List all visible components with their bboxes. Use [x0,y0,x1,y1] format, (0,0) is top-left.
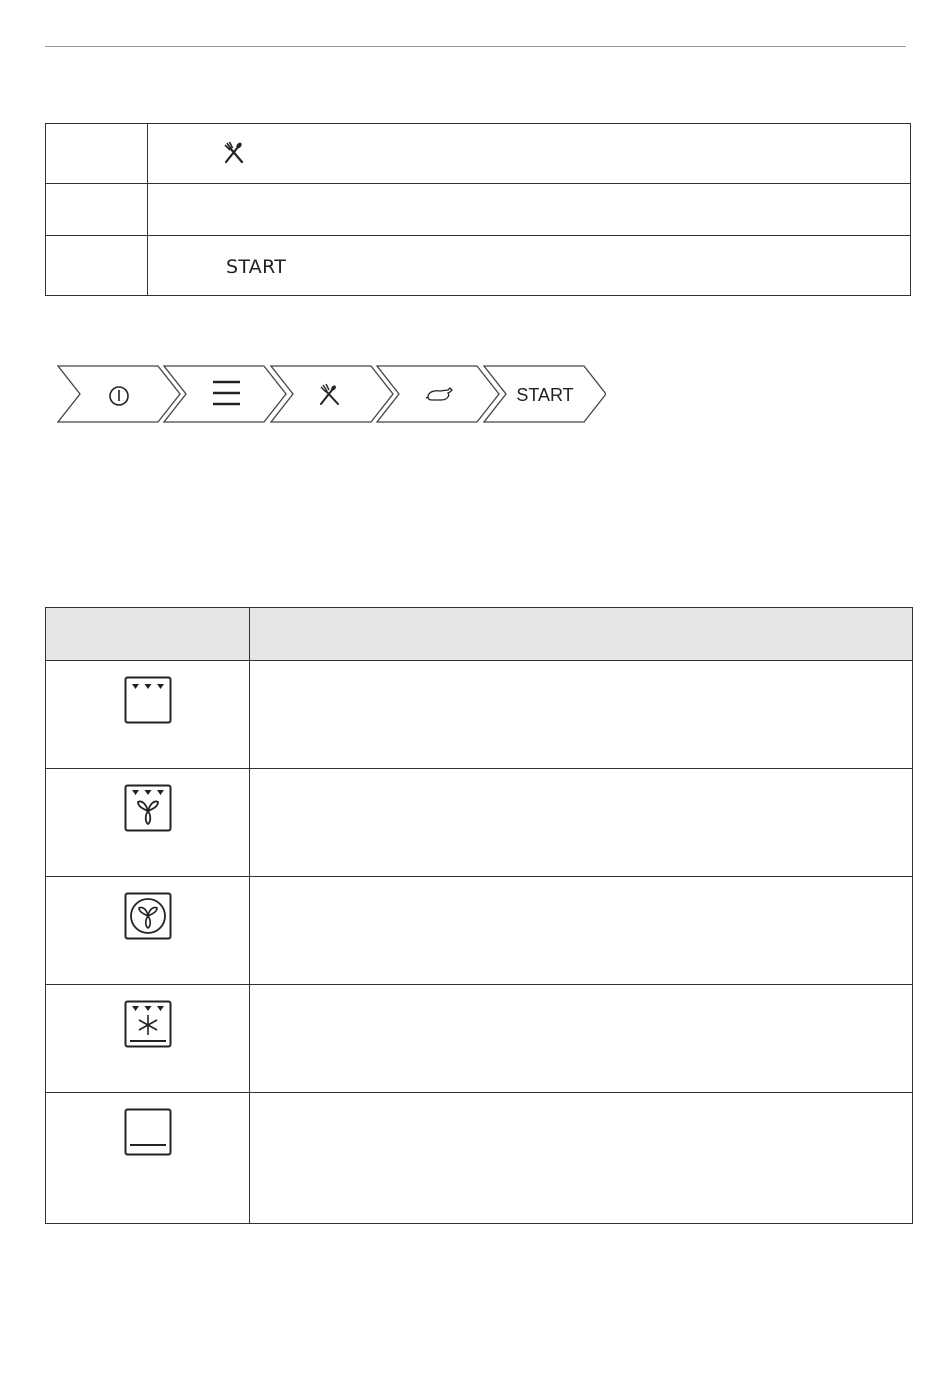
steps-row [46,236,911,296]
mode-icon-cell [46,769,250,877]
symbol-header [46,608,250,661]
cutlery-icon [321,384,338,404]
steps-table [45,123,911,296]
defrost-icon [124,1000,172,1048]
cutlery-icon [221,140,247,166]
mode-icon-cell [46,1093,250,1224]
start-label: START [226,256,287,278]
step-description-cell [148,184,911,236]
step-number-cell [46,236,148,296]
button-sequence [56,365,606,423]
mode-description-cell [250,1093,913,1224]
steps-row [46,124,911,184]
top-heat-icon [124,676,172,724]
bottom-heat-icon [124,1108,172,1156]
mode-row [46,877,913,985]
mode-icon-cell [46,877,250,985]
step-description-cell [148,124,911,184]
mode-description-cell [250,877,913,985]
step-number-cell [46,184,148,236]
mode-row [46,1093,913,1224]
description-header [250,608,913,661]
step-number-cell [46,124,148,184]
modes-header-row [46,608,913,661]
mode-description-cell [250,661,913,769]
steps-row [46,184,911,236]
sequence-start-label: START [516,385,574,405]
mode-icon-cell [46,661,250,769]
step-description-cell [148,236,911,296]
sequence-step-chicken [377,366,499,422]
mode-row [46,985,913,1093]
header-rule [45,46,906,47]
power-icon [110,387,128,405]
fan-icon [124,892,172,940]
mode-icon-cell [46,985,250,1093]
top-heat-fan-icon [124,784,172,832]
sequence-step-cutlery [271,366,393,422]
mode-description-cell [250,985,913,1093]
mode-row [46,769,913,877]
menu-icon [213,382,240,404]
heating-modes-table [45,607,913,1224]
mode-description-cell [250,769,913,877]
roast-chicken-icon [426,388,452,400]
mode-row [46,661,913,769]
